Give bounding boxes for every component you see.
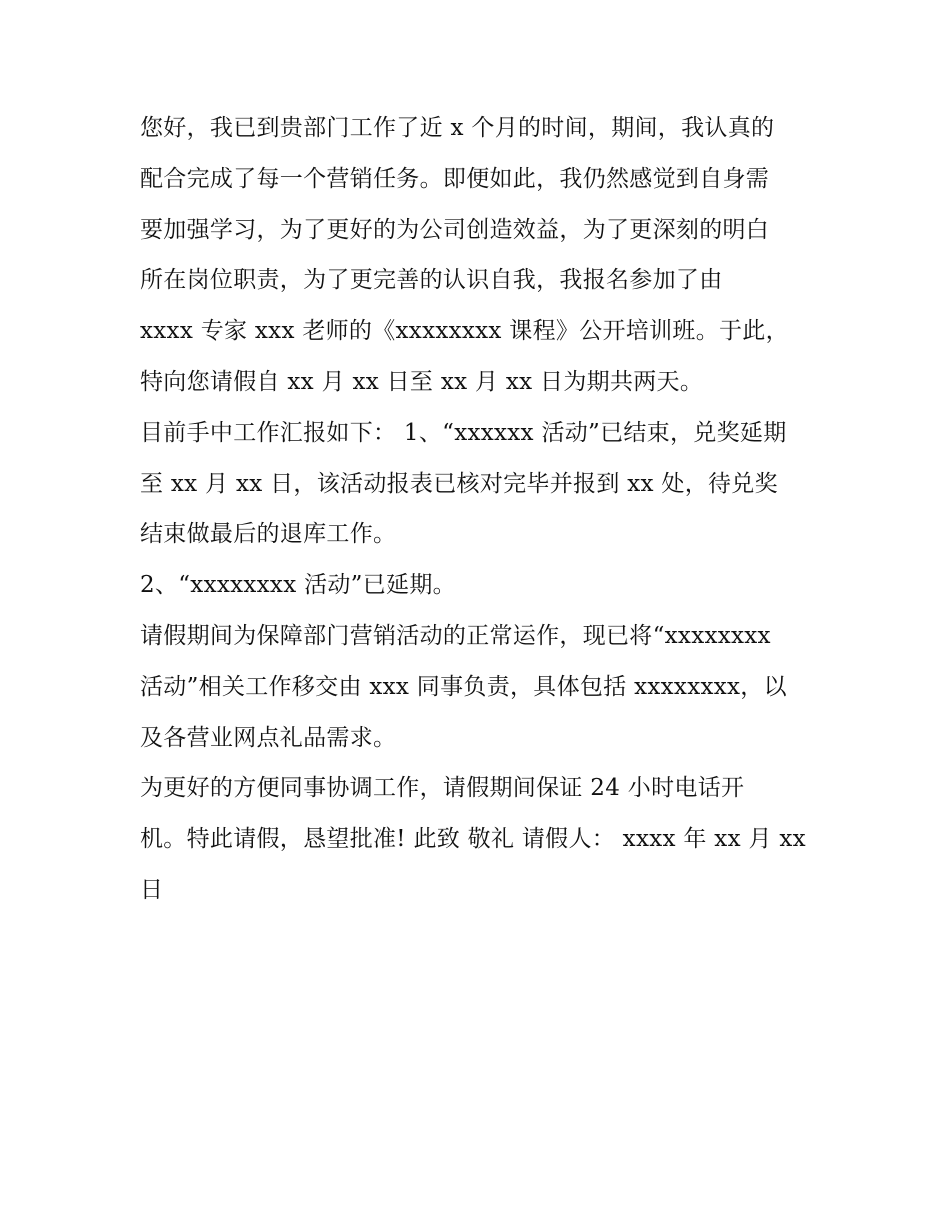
text-line: 特向您请假自 xx 月 xx 日至 xx 月 xx 日为期共两天。 [140,368,704,395]
text-line: xxxx 专家 xxx 老师的《xxxxxxxx 课程》公开培训班。于此， [140,318,789,345]
text-line: 日 [140,876,164,903]
text-line: 为更好的方便同事协调工作，请假期间保证 24 小时电话开 [140,775,745,802]
text-line: 目前手中工作汇报如下： 1、“xxxxxx 活动”已结束，兑奖延期 [140,419,787,446]
text-line: 您好，我已到贵部门工作了近 x 个月的时间，期间，我认真的 [140,115,775,141]
text-line: 至 xx 月 xx 日，该活动报表已核对完毕并报到 xx 处，待兑奖 [140,470,778,497]
text-line: 2、“xxxxxxxx 活动”已延期。 [140,572,456,599]
text-line: 要加强学习，为了更好的为公司创造效益，为了更深刻的明白 [140,216,770,243]
document-body [140,103,820,916]
text-line: 配合完成了每一个营销任务。即便如此，我仍然感觉到自身需 [140,165,770,192]
text-line: 所在岗位职责，为了更完善的认识自我，我报名参加了由 [140,267,723,294]
text-line: 结束做最后的退库工作。 [140,521,397,548]
text-line: 及各营业网点礼品需求。 [140,724,397,751]
text-line: 请假期间为保障部门营销活动的正常运作，现已将“xxxxxxxx [140,622,771,649]
text-line: 活动”相关工作移交由 xxx 同事负责，具体包括 xxxxxxxx，以 [140,673,787,700]
text-line: 机。特此请假，恳望批准! 此致 敬礼 请假人： xxxx 年 xx 月 xx [140,826,806,853]
